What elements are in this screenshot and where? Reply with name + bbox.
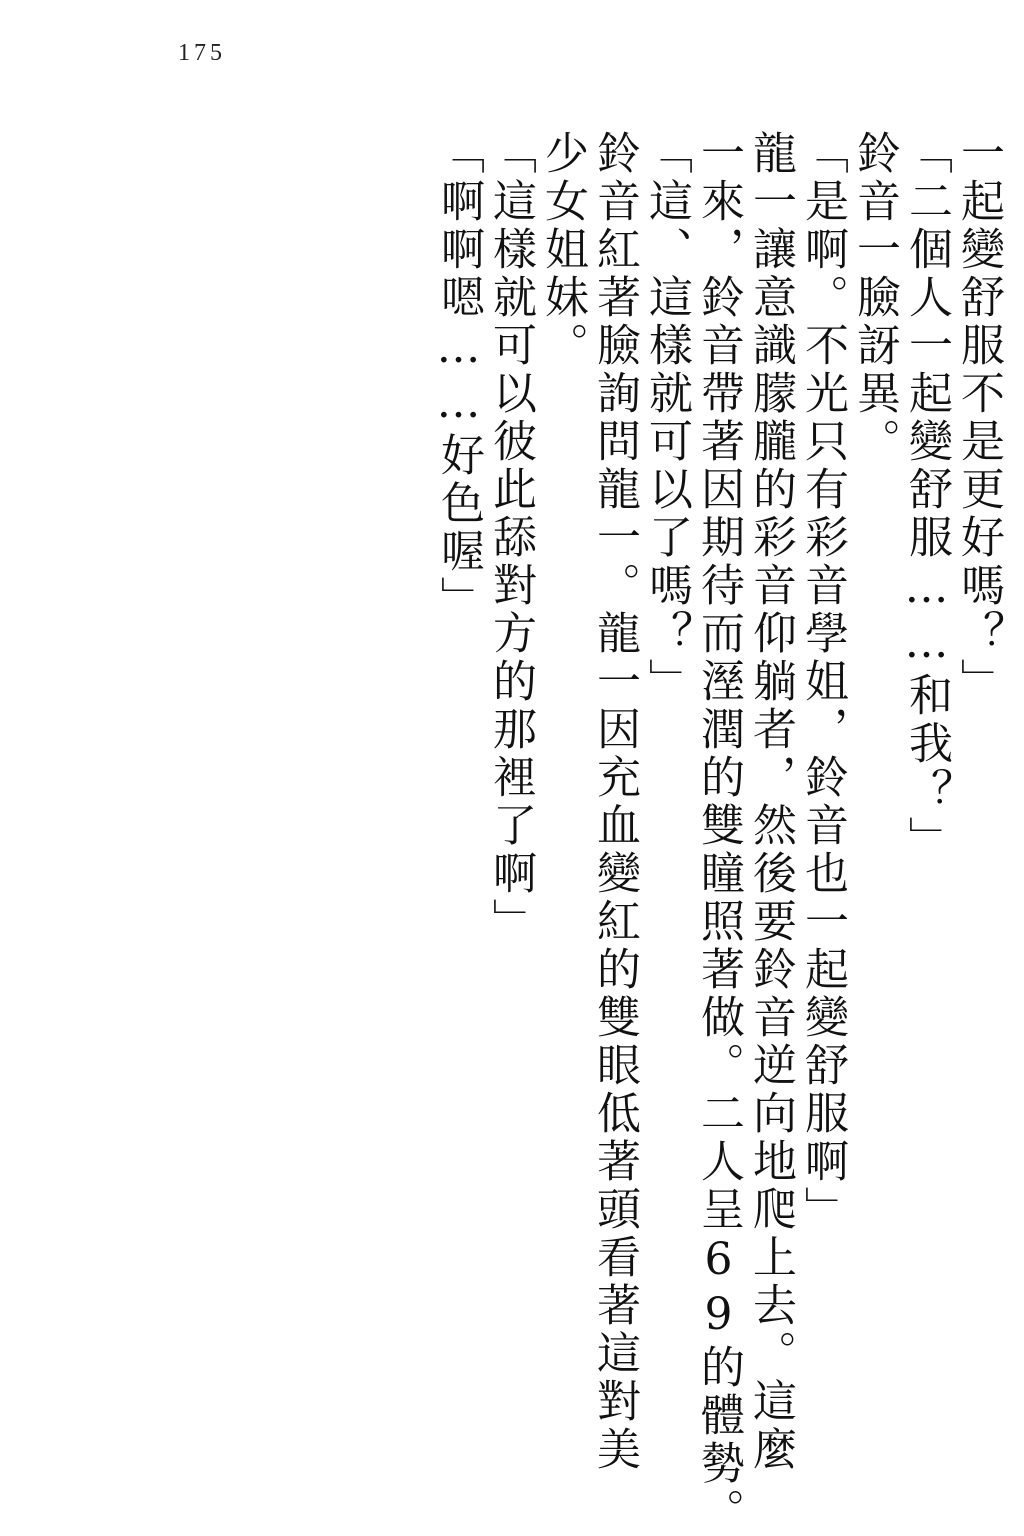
text-line: 龍一讓意識朦朧的彩音仰躺者，然後要鈴音逆向地爬上去。這麼 <box>745 130 796 1474</box>
text-line: 「這、這樣就可以了嗎？」 <box>641 130 692 706</box>
text-line: 鈴音一臉訝異。 <box>849 130 900 466</box>
text-line: 「是啊。不光只有彩音學姐，鈴音也一起變舒服啊」 <box>797 130 848 1234</box>
text-line: 「二個人一起變舒服……和我？」 <box>901 130 952 864</box>
text-line: 「這樣就可以彼此舔對方的那裡了啊」 <box>485 130 536 946</box>
text-line: 「啊啊嗯……好色喔」 <box>433 130 484 624</box>
text-line: 鈴音紅著臉詢問龍一。龍一因充血變紅的雙眼低著頭看著這對美 <box>589 130 640 1474</box>
text-line: 一起變舒服不是更好嗎？」 <box>953 130 1004 706</box>
text-line: 一來，鈴音帶著因期待而溼潤的雙瞳照著做。二人呈69的體勢。 <box>693 130 744 1536</box>
page-number: 175 <box>178 40 226 66</box>
vertical-text-body <box>432 130 1004 1536</box>
text-line: 少女姐妹。 <box>537 130 588 370</box>
